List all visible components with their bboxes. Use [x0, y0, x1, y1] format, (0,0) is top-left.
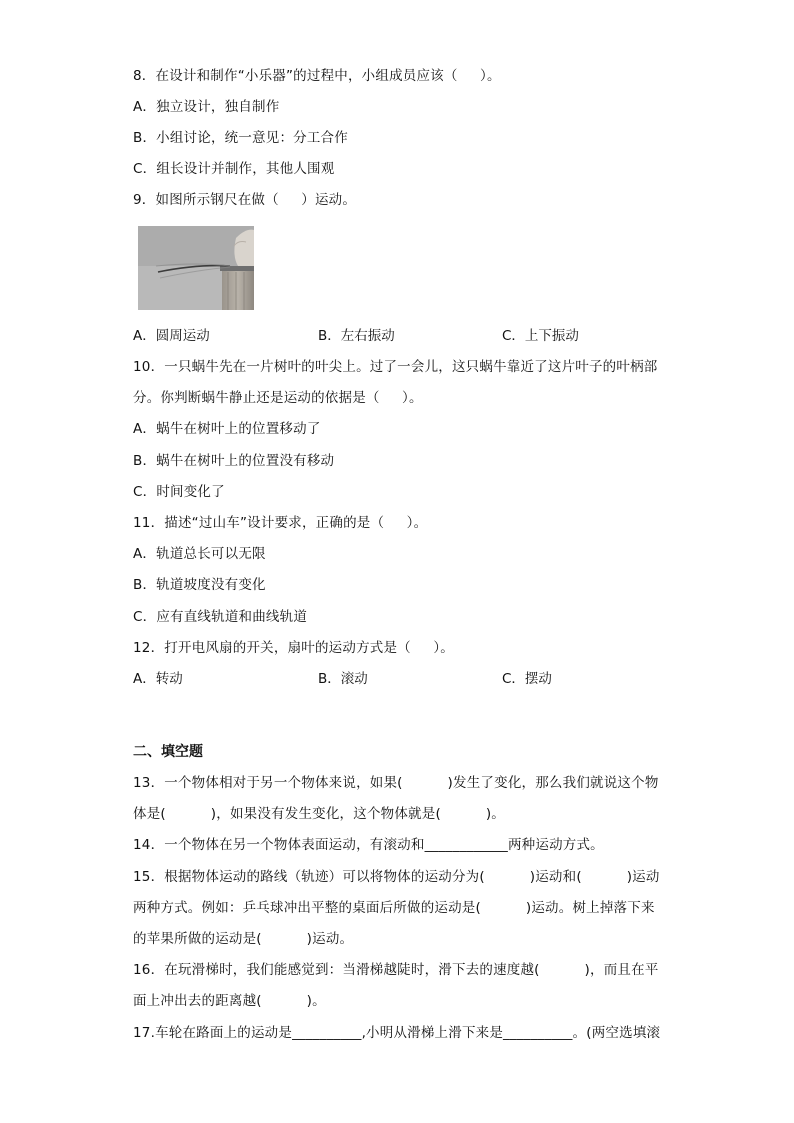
q15-line1: 15．根据物体运动的路线（轨迹）可以将物体的运动分为( )运动和( )运动 — [133, 869, 660, 885]
q11-stem: 11．描述“过山车”设计要求，正确的是（ ）。 — [133, 515, 428, 531]
q10-option-b: B．蜗牛在树叶上的位置没有移动 — [133, 453, 335, 469]
steel-ruler-photo — [138, 226, 254, 310]
q9-stem: 9．如图所示钢尺在做（ ）运动。 — [133, 192, 357, 208]
q11-option-a: A．轨道总长可以无限 — [133, 546, 266, 562]
q10-option-a: A．蜗牛在树叶上的位置移动了 — [133, 421, 321, 437]
q15-line3: 的苹果所做的运动是( )运动。 — [133, 931, 354, 947]
q12-stem: 12．打开电风扇的开关，扇叶的运动方式是（ ）。 — [133, 640, 454, 656]
q15-line2: 两种方式。例如：乒乓球冲出平整的桌面后所做的运动是( )运动。树上掉落下来 — [133, 900, 655, 916]
q10-option-c: C．时间变化了 — [133, 484, 225, 500]
q12-option-b: B．滚动 — [318, 671, 368, 687]
q16-line2: 面上冲出去的距离越( )。 — [133, 993, 326, 1009]
q14: 14．一个物体在另一个物体表面运动，有滚动和____________两种运动方式。 — [133, 837, 604, 853]
q17: 17.车轮在路面上的运动是__________,小明从滑梯上滑下来是__________。(两空选填滚 — [133, 1025, 661, 1041]
q9-option-a: A．圆周运动 — [133, 328, 210, 344]
section-heading-fill-blank: 二、填空题 — [133, 744, 203, 760]
q11-option-b: B．轨道坡度没有变化 — [133, 577, 266, 593]
q10-stem-line1: 10．一只蜗牛先在一片树叶的叶尖上。过了一会儿，这只蜗牛靠近了这片叶子的叶柄部 — [133, 359, 658, 375]
q12-option-c: C．摆动 — [502, 671, 552, 687]
q9-option-c: C．上下振动 — [502, 328, 579, 344]
steel-ruler-illustration — [138, 226, 254, 310]
q12-option-a: A．转动 — [133, 671, 183, 687]
q8-option-b: B．小组讨论，统一意见：分工合作 — [133, 130, 348, 146]
q13-line2: 体是( )，如果没有发生变化，这个物体就是( )。 — [133, 806, 505, 822]
q11-option-c: C．应有直线轨道和曲线轨道 — [133, 609, 308, 625]
q10-stem-line2: 分。你判断蜗牛静止还是运动的依据是（ ）。 — [133, 390, 423, 406]
q8-option-a: A．独立设计，独自制作 — [133, 99, 280, 115]
q13-line1: 13．一个物体相对于另一个物体来说，如果( )发生了变化，那么我们就说这个物 — [133, 775, 659, 791]
q8-option-c: C．组长设计并制作，其他人围观 — [133, 161, 335, 177]
q9-option-b: B．左右振动 — [318, 328, 395, 344]
q16-line1: 16．在玩滑梯时，我们能感觉到：当滑梯越陡时，滑下去的速度越( )，而且在平 — [133, 962, 659, 978]
q8-stem: 8．在设计和制作“小乐器”的过程中，小组成员应该（ ）。 — [133, 68, 501, 84]
